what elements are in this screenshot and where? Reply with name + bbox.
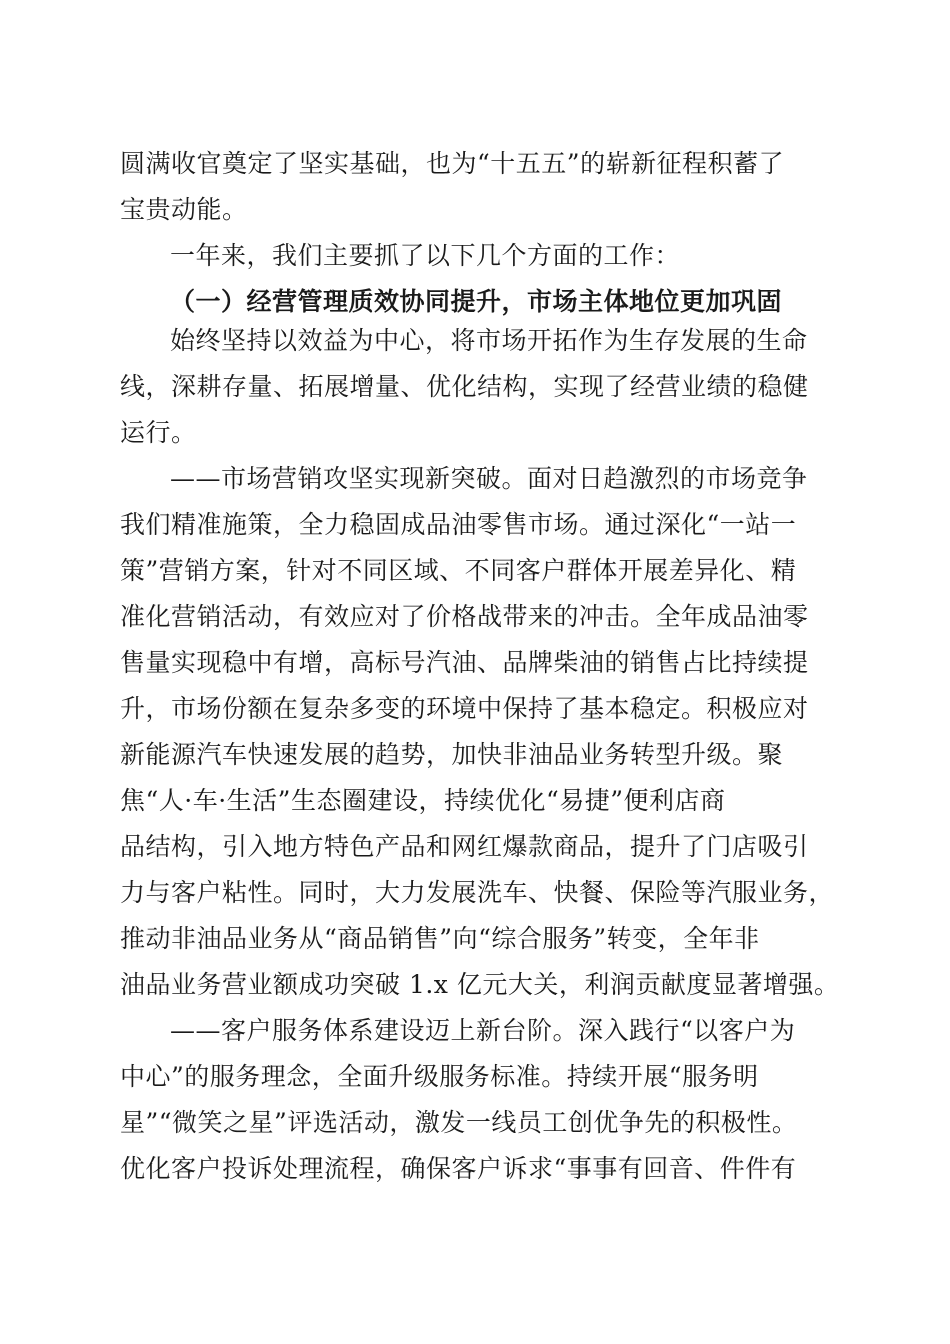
text-line: 优化客户投诉处理流程，确保客户诉求“事事有回音、件件有 — [120, 1154, 797, 1183]
text-line: 新能源汽车快速发展的趋势，加快非油品业务转型升级。聚 — [120, 740, 784, 769]
text-line: 推动非油品业务从“商品销售”向“综合服务”转变，全年非 — [120, 924, 760, 953]
text-line: 星”“微笑之星”评选活动，激发一线员工创优争先的积极性。 — [120, 1108, 798, 1137]
text-line: 售量实现稳中有增，高标号汽油、品牌柴油的销售占比持续提 — [120, 648, 809, 677]
text-line: ——客户服务体系建设迈上新台阶。深入践行“以客户为 — [170, 1016, 796, 1045]
section-heading: （一）经营管理质效协同提升，市场主体地位更加巩固 — [170, 287, 783, 316]
text-line: 升，市场份额在复杂多变的环境中保持了基本稳定。积极应对 — [120, 694, 809, 723]
text-line: 始终坚持以效益为中心，将市场开拓作为生存发展的生命 — [170, 326, 808, 355]
text-line: 圆满收官奠定了坚实基础，也为“十五五”的崭新征程积蓄了 — [120, 149, 785, 178]
text-line: 线，深耕存量、拓展增量、优化结构，实现了经营业绩的稳健 — [120, 372, 809, 401]
text-line: 我们精准施策，全力稳固成品油零售市场。通过深化“一站一 — [120, 510, 797, 539]
text-line: 一年来，我们主要抓了以下几个方面的工作： — [170, 241, 681, 270]
text-line: 力与客户粘性。同时，大力发展洗车、快餐、保险等汽服业务， — [120, 878, 835, 907]
text-line: 运行。 — [120, 418, 197, 447]
text-line: 焦“人·车·生活”生态圈建设，持续优化“易捷”便利店商 — [120, 786, 726, 815]
text-line: 准化营销活动，有效应对了价格战带来的冲击。全年成品油零 — [120, 602, 809, 631]
text-line: 宝贵动能。 — [120, 195, 248, 224]
text-line: ——市场营销攻坚实现新突破。面对日趋激烈的市场竞争 — [170, 464, 808, 493]
text-line: 油品业务营业额成功突破 1.x 亿元大关，利润贡献度显著增强。 — [120, 970, 840, 999]
text-line: 中心”的服务理念，全面升级服务标准。持续开展“服务明 — [120, 1062, 759, 1091]
text-line: 策”营销方案，针对不同区域、不同客户群体开展差异化、精 — [120, 556, 797, 585]
text-line: 品结构，引入地方特色产品和网红爆款商品，提升了门店吸引 — [120, 832, 809, 861]
